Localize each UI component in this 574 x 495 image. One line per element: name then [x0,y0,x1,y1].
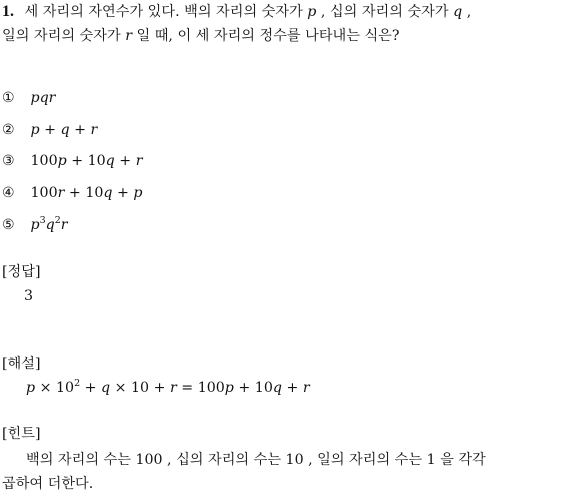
hint-text-line-2: 곱하여 더한다. [2,476,94,492]
option-term: r [135,153,143,169]
option-term: q [103,185,113,201]
option-term: p [30,122,40,138]
var-r: r [125,28,132,44]
option-marker: ⑤ [2,217,15,233]
option-5[interactable] [2,215,68,235]
option-term: r [90,122,98,138]
option-expression: pqr [30,90,56,106]
eq-term: q [101,380,111,396]
option-term: q [60,122,70,138]
explanation-equation [26,378,310,398]
option-operator: + [39,122,61,138]
option-exponent: 2 [54,215,61,226]
option-term: q [45,217,55,233]
question-number: 1. [2,3,14,20]
eq-op: = 100 [176,380,225,396]
question-text: 일의 자리의 숫자가 [2,28,121,44]
question-text: 일 때, 이 세 자리의 정수를 나타내는 식은? [136,28,400,44]
option-2[interactable] [2,120,97,140]
eq-term: r [302,380,310,396]
eq-op: × 10 [35,380,75,396]
option-operator: + [69,122,91,138]
eq-op: + [80,380,102,396]
option-marker: ② [2,122,15,138]
option-marker: ④ [2,185,15,201]
option-term: r [57,185,65,201]
explanation-label: [해설] [2,356,41,372]
answer-value: 3 [24,288,34,304]
hint-label: [힌트] [2,426,41,442]
eq-term: p [26,380,36,396]
option-operator: + [114,153,136,169]
question-text: , 십의 자리의 숫자가 [320,4,449,20]
option-exponent: 3 [39,215,46,226]
eq-exponent: 2 [74,378,81,389]
eq-op: + 10 [233,380,273,396]
hint-text-line-1: 백의 자리의 수는 100 , 십의 자리의 수는 10 , 일의 자리의 수는 1 을 각각 [26,452,486,468]
option-3[interactable] [2,151,142,171]
question-text: 세 자리의 자연수가 있다. 백의 자리의 숫자가 [24,4,303,20]
option-marker: ① [2,90,15,106]
option-coefficient: 100 [30,153,58,169]
option-operator: + 10 [64,185,104,201]
eq-op: × 10 + [110,380,170,396]
question-line-1 [2,2,471,22]
eq-term: q [272,380,282,396]
option-marker: ③ [2,153,15,169]
option-term: p [30,217,40,233]
var-p: p [307,4,317,20]
eq-op: + [281,380,303,396]
option-4[interactable] [2,183,142,203]
option-term: r [60,217,68,233]
question-line-2 [2,26,399,46]
option-1[interactable] [2,88,55,108]
eq-term: r [170,380,177,396]
option-coefficient: 100 [30,185,58,201]
option-term: p [133,185,143,201]
option-operator: + 10 [66,153,106,169]
option-term: q [105,153,115,169]
answer-label: [정답] [2,264,41,280]
option-operator: + [112,185,134,201]
var-q: q [453,4,463,20]
eq-term: p [224,380,234,396]
question-text: , [466,4,472,20]
option-term: p [57,153,67,169]
